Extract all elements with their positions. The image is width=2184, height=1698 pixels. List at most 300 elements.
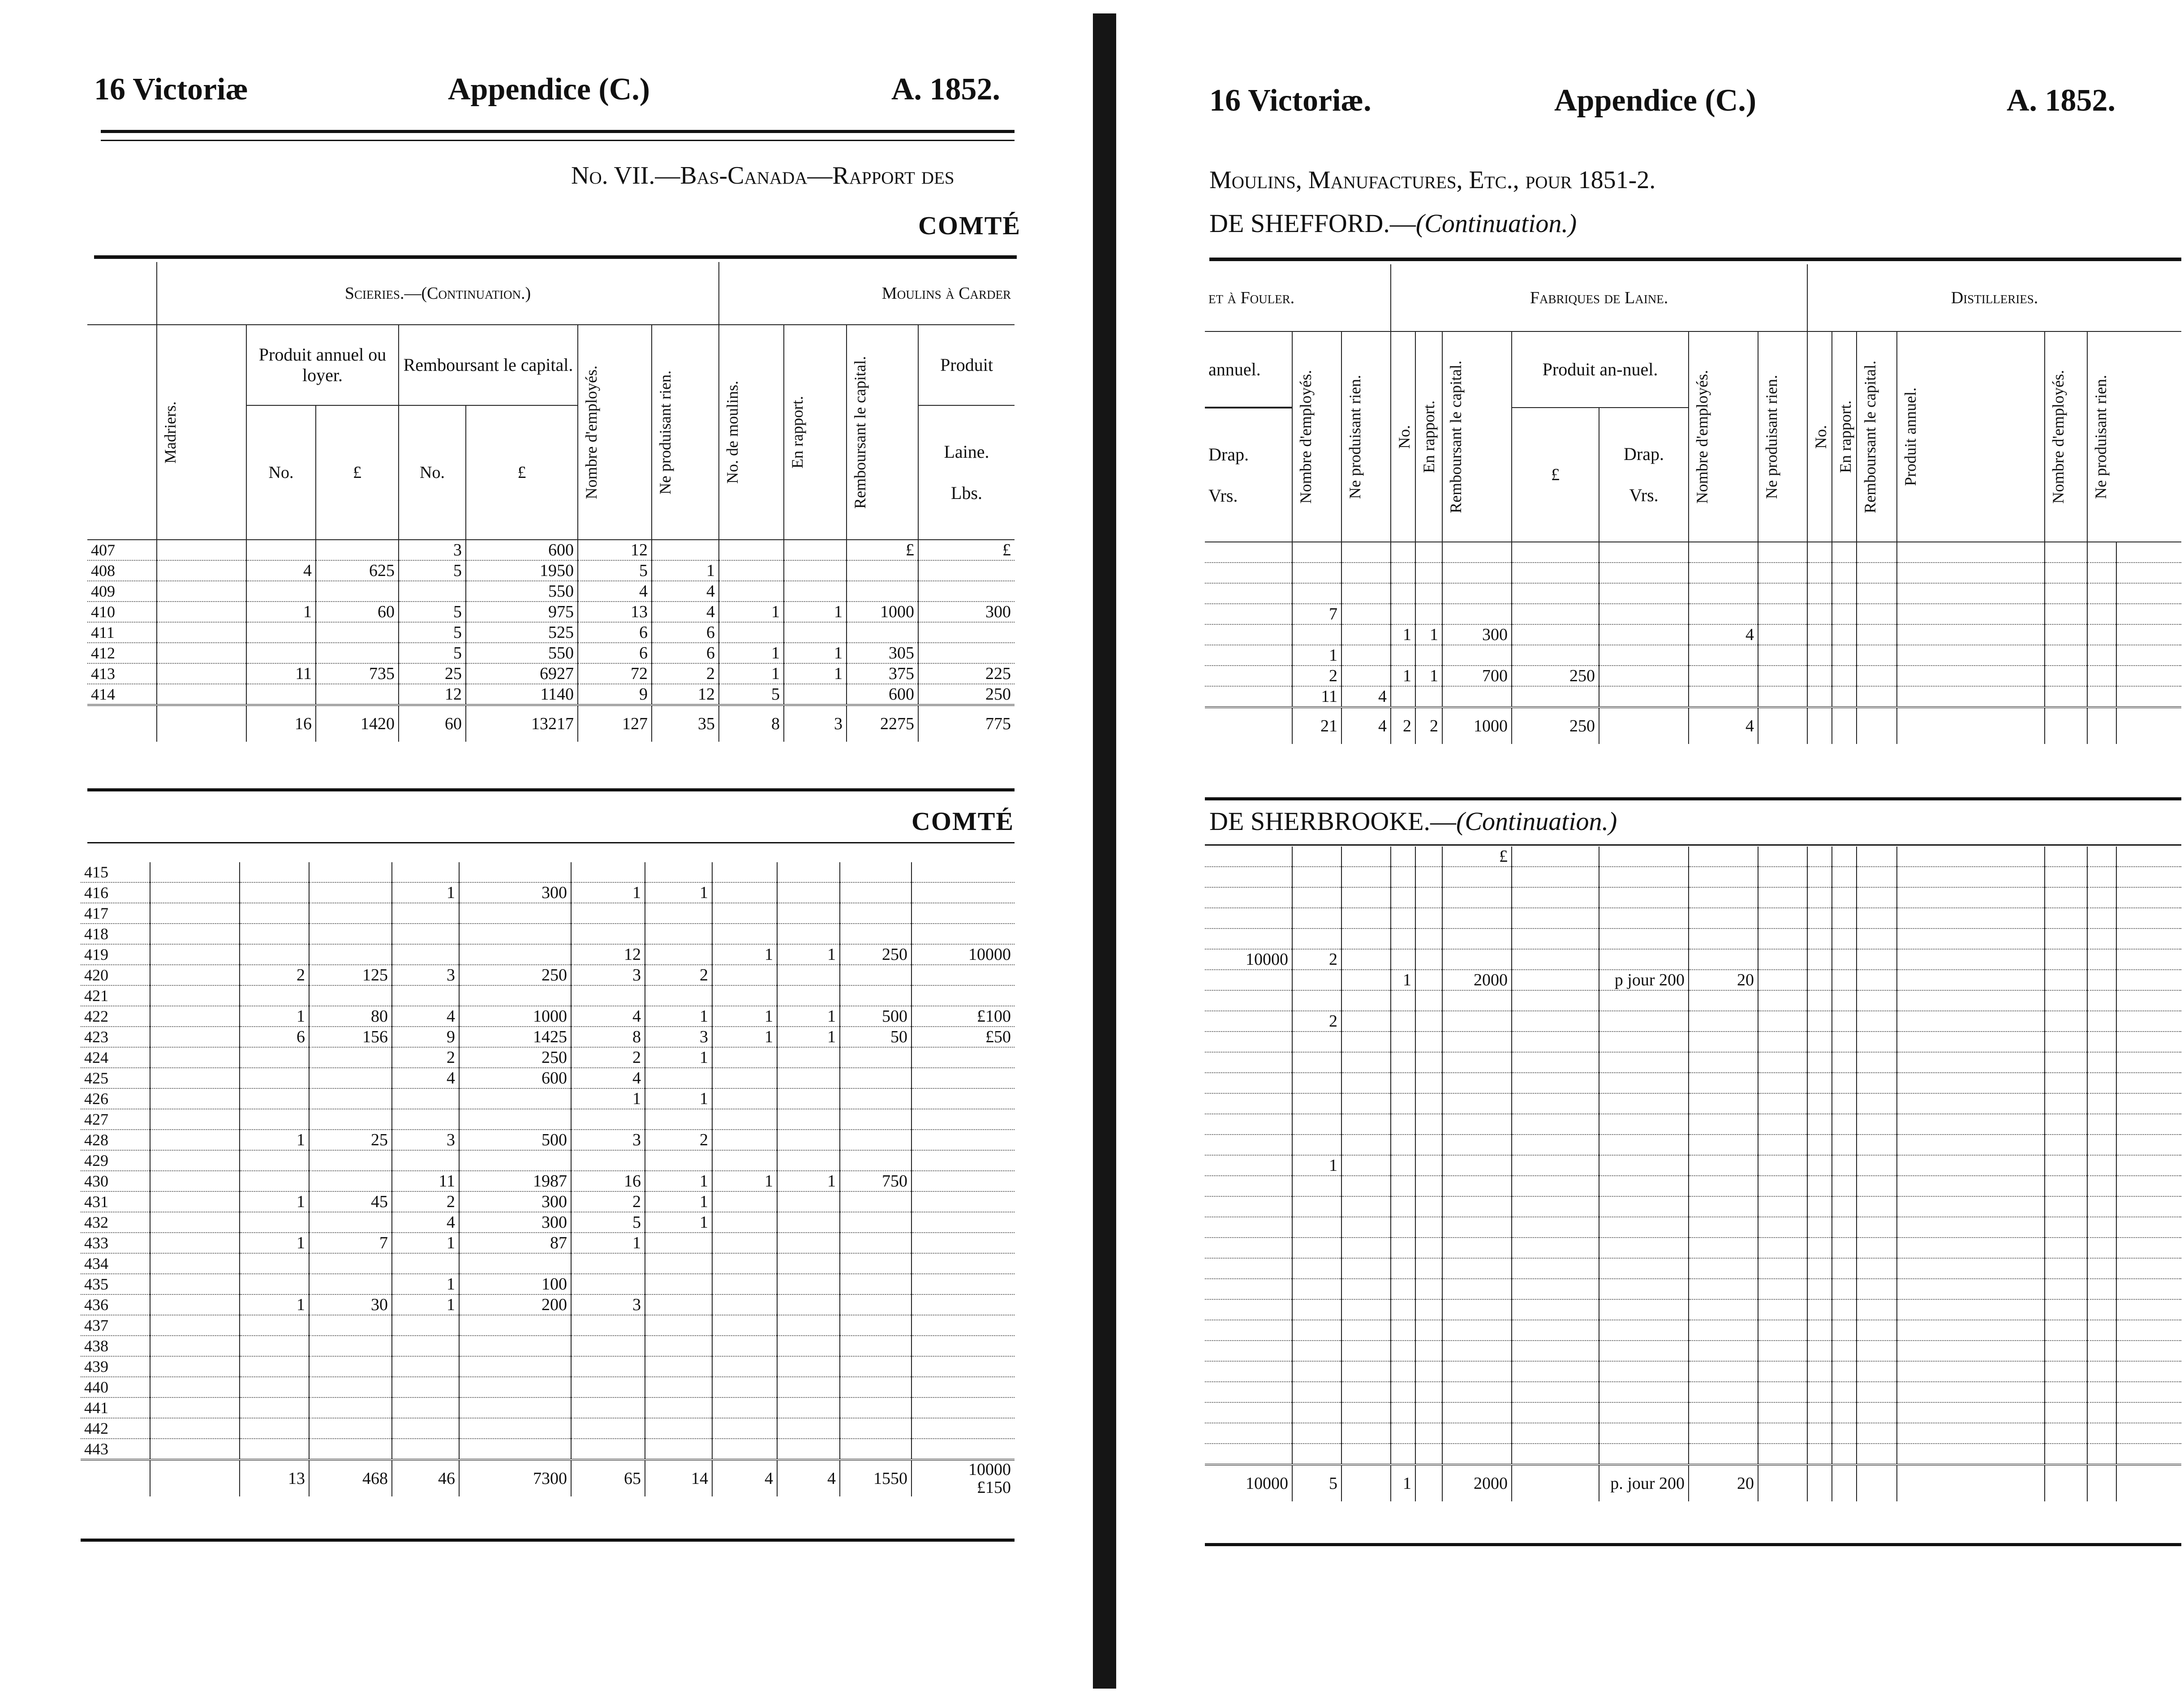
table-cell: [309, 1253, 392, 1274]
col-produit-annuel: Produit annuel ou loyer.: [258, 344, 387, 385]
table-cell: [1391, 1155, 1415, 1176]
table-row: [81, 1253, 1015, 1274]
left-header-rule: [101, 130, 1015, 133]
table-cell: [1205, 583, 1292, 604]
table-cell: [571, 1315, 645, 1336]
table-cell: [1292, 1196, 1341, 1217]
table-cell: [1341, 1341, 1391, 1361]
table-cell: [2087, 645, 2116, 666]
table-cell: [911, 1294, 1015, 1315]
col-annuel: annuel.: [1208, 359, 1261, 379]
table-cell: [1857, 1073, 1897, 1093]
table-cell: [2087, 1238, 2116, 1258]
col-r-remb-2: Remboursant le capital.: [1861, 360, 1879, 513]
table-cell: [1807, 1011, 1832, 1032]
total-cell: 1420: [316, 705, 399, 742]
table-cell: [1391, 1341, 1415, 1361]
left-header-year: A. 1852.: [891, 72, 1001, 107]
table-row: [1205, 1135, 2181, 1155]
total-cell: 7300: [459, 1460, 571, 1496]
table-cell: [1341, 1032, 1391, 1052]
table-cell: [1832, 1444, 1857, 1465]
total-cell: [1415, 1465, 1442, 1501]
table-cell: [1512, 1052, 1599, 1073]
table-cell: [1599, 1135, 1689, 1155]
table-cell: [1758, 1341, 1807, 1361]
row-number: 421: [81, 985, 150, 1006]
table-cell: [1832, 1114, 1857, 1135]
table-cell: [1857, 1444, 1897, 1465]
table-cell: [240, 944, 309, 965]
table-cell: [309, 1439, 392, 1460]
table-cell: [1415, 604, 1442, 624]
table-cell: [1857, 1135, 1897, 1155]
table-cell: [240, 1418, 309, 1439]
table-cell: [1292, 1258, 1341, 1279]
table-cell: 550: [466, 581, 578, 602]
table-cell: [1415, 1444, 1442, 1465]
table-cell: [1205, 1402, 1292, 1423]
table-cell: [1897, 1299, 2045, 1320]
table-cell: [2045, 1382, 2087, 1402]
total-cell: [1807, 707, 1832, 744]
table-cell: [840, 1439, 911, 1460]
table-cell: [1599, 604, 1689, 624]
table-row: [1205, 970, 2181, 990]
table-cell: [1897, 1423, 2045, 1444]
col-pound-2: £: [517, 463, 526, 482]
table-cell: [240, 903, 309, 924]
table-cell: [1857, 624, 1897, 645]
table-cell: [246, 684, 316, 705]
table-cell: £: [918, 540, 1015, 560]
table-row: [81, 1274, 1015, 1294]
table-cell: 2: [240, 965, 309, 985]
table-cell: £100: [911, 1006, 1015, 1027]
total-cell: [2087, 1465, 2116, 1501]
table-cell: [1512, 990, 1599, 1011]
table-cell: [1897, 970, 2045, 990]
table-cell: [2045, 1155, 2087, 1176]
table-cell: [1442, 1402, 1512, 1423]
table-cell: [712, 985, 777, 1006]
table-cell: [2116, 887, 2181, 908]
table-cell: 25: [309, 1130, 392, 1150]
table-cell: [1689, 1135, 1758, 1155]
table-cell: [1689, 1402, 1758, 1423]
table-cell: 1: [1292, 1155, 1341, 1176]
table-cell: [2045, 624, 2087, 645]
table-cell: [150, 1233, 240, 1253]
table-cell: [392, 862, 459, 882]
table-row: [81, 862, 1015, 882]
table-cell: [392, 1397, 459, 1418]
table-cell: [1512, 1238, 1599, 1258]
table-cell: [712, 1068, 777, 1088]
table-cell: [150, 965, 240, 985]
col-lbs: Lbs.: [951, 483, 983, 503]
table-cell: [1857, 604, 1897, 624]
table-cell: [1442, 908, 1512, 929]
total-row: [87, 705, 1015, 742]
table-cell: [1205, 1114, 1292, 1135]
table-cell: [719, 540, 784, 560]
table-cell: [1758, 1073, 1807, 1093]
table-cell: [1415, 1052, 1442, 1073]
table-cell: [1832, 970, 1857, 990]
table-cell: [240, 1068, 309, 1088]
table-cell: [1599, 847, 1689, 867]
table-cell: [911, 965, 1015, 985]
table-cell: [1442, 1073, 1512, 1093]
table-cell: [1807, 908, 1832, 929]
table-cell: [150, 1253, 240, 1274]
table-cell: [1341, 1258, 1391, 1279]
table-cell: [2116, 908, 2181, 929]
table-cell: [1599, 1402, 1689, 1423]
table-cell: [1758, 645, 1807, 666]
table-cell: [1807, 1238, 1832, 1258]
table-cell: [1832, 1238, 1857, 1258]
table-cell: [2116, 686, 2181, 707]
table-cell: [1832, 1423, 1857, 1444]
table-cell: [1391, 887, 1415, 908]
table-cell: [1292, 1361, 1341, 1382]
total-cell: 4: [1689, 707, 1758, 744]
table-row: [87, 622, 1015, 643]
table-cell: [1897, 1279, 2045, 1299]
table-cell: [246, 540, 316, 560]
table-cell: £: [847, 540, 918, 560]
table-cell: [1205, 1217, 1292, 1238]
total-cell: 1000: [1442, 707, 1512, 744]
table-cell: 4: [1689, 624, 1758, 645]
table-cell: 2: [645, 1130, 712, 1150]
table-cell: [2087, 1155, 2116, 1176]
table-cell: [1292, 542, 1341, 563]
table-cell: [1807, 1423, 1832, 1444]
table-cell: [1832, 1176, 1857, 1196]
table-cell: [1341, 1402, 1391, 1423]
table-cell: [1292, 990, 1341, 1011]
table-cell: [1205, 1341, 1292, 1361]
total-row: [1205, 707, 2181, 744]
table-cell: [1512, 542, 1599, 563]
table-cell: [784, 622, 847, 643]
table-cell: [645, 1109, 712, 1130]
table-cell: [1391, 1320, 1415, 1341]
table-cell: [1897, 1382, 2045, 1402]
right-report-title: Moulins, Manufactures, Etc., pour 1851-2.: [1209, 166, 1656, 194]
table-cell: [1689, 847, 1758, 867]
col-r-employes-2: Nombre d'employés.: [1693, 370, 1711, 504]
table-cell: [1758, 1238, 1807, 1258]
table-cell: [1512, 624, 1599, 645]
table-cell: 1: [645, 1191, 712, 1212]
table-cell: 1: [1415, 666, 1442, 686]
table-row: [1205, 542, 2181, 563]
table-cell: [2116, 1176, 2181, 1196]
table-cell: [1512, 686, 1599, 707]
table-cell: [1391, 1011, 1415, 1032]
table-cell: [2045, 949, 2087, 970]
table-cell: [1832, 887, 1857, 908]
table-cell: £: [1442, 847, 1512, 867]
col-r-employes: Nombre d'employés.: [1297, 370, 1315, 504]
table-cell: [240, 862, 309, 882]
col-employes: Nombre d'employés.: [582, 365, 600, 499]
table-cell: [1758, 1444, 1807, 1465]
table-cell: [150, 862, 240, 882]
total-cell: 4: [777, 1460, 840, 1496]
table-cell: [1689, 1238, 1758, 1258]
table-cell: 300: [459, 1212, 571, 1233]
table-cell: 1: [777, 944, 840, 965]
row-number: 408: [87, 560, 157, 581]
table-cell: 1: [240, 1294, 309, 1315]
table-cell: [1758, 970, 1807, 990]
table-cell: [1832, 1196, 1857, 1217]
table-cell: [777, 1377, 840, 1397]
table-cell: [1832, 1052, 1857, 1073]
table-cell: [1341, 624, 1391, 645]
table-row: [1205, 1258, 2181, 1279]
table-cell: [712, 1356, 777, 1377]
table-cell: 250: [1512, 666, 1599, 686]
table-cell: [2116, 645, 2181, 666]
col-vrs: Vrs.: [1208, 485, 1238, 506]
table-cell: [392, 1356, 459, 1377]
table-cell: [840, 1068, 911, 1088]
table-row: [81, 1068, 1015, 1088]
table-cell: [1832, 1299, 1857, 1320]
table-cell: [2116, 1011, 2181, 1032]
col-no-moulins: No. de moulins.: [723, 381, 742, 484]
table-cell: [1442, 1114, 1512, 1135]
table-cell: [1391, 1073, 1415, 1093]
table-cell: [1292, 1382, 1341, 1402]
table-cell: 4: [571, 1006, 645, 1027]
table-cell: [712, 1150, 777, 1171]
table-cell: [1205, 1382, 1292, 1402]
table-cell: [459, 1397, 571, 1418]
table-cell: [1442, 1011, 1512, 1032]
row-number: 419: [81, 944, 150, 965]
col-no-2: No.: [420, 463, 445, 482]
table-cell: [459, 903, 571, 924]
table-cell: 1: [712, 1171, 777, 1191]
total-cell: [1832, 1465, 1857, 1501]
table-cell: [840, 965, 911, 985]
table-cell: [777, 1274, 840, 1294]
table-cell: 1: [571, 1088, 645, 1109]
table-cell: [1857, 1258, 1897, 1279]
table-cell: 625: [316, 560, 399, 581]
table-row: [81, 1191, 1015, 1212]
row-number: 426: [81, 1088, 150, 1109]
table-cell: [1807, 1279, 1832, 1299]
table-cell: [1832, 1217, 1857, 1238]
table-cell: [1807, 970, 1832, 990]
row-number: 409: [87, 581, 157, 602]
table-row: [81, 1171, 1015, 1191]
table-cell: [1415, 1299, 1442, 1320]
table-cell: [1415, 887, 1442, 908]
table-cell: [1512, 1032, 1599, 1052]
table-cell: [1415, 645, 1442, 666]
table-cell: [911, 1130, 1015, 1150]
table-cell: [309, 1171, 392, 1191]
table-cell: [1512, 847, 1599, 867]
table-cell: [1689, 583, 1758, 604]
table-cell: [777, 1356, 840, 1377]
table-cell: [1832, 645, 1857, 666]
table-row: [1205, 1032, 2181, 1052]
table-cell: [1391, 1361, 1415, 1382]
table-cell: [1832, 1073, 1857, 1093]
table-cell: [1205, 1093, 1292, 1114]
table-cell: [157, 540, 246, 560]
table-cell: [246, 643, 316, 663]
table-cell: 1: [712, 1027, 777, 1047]
table-cell: [1415, 1361, 1442, 1382]
table-cell: [1857, 1114, 1897, 1135]
table-cell: [1689, 1073, 1758, 1093]
table-cell: [2087, 887, 2116, 908]
table-cell: [571, 985, 645, 1006]
table-cell: [1512, 583, 1599, 604]
table-cell: [1807, 847, 1832, 867]
table-cell: [150, 1191, 240, 1212]
table-cell: [2045, 1196, 2087, 1217]
table-cell: 1: [571, 1233, 645, 1253]
table-cell: [840, 1130, 911, 1150]
table-cell: [2087, 1299, 2116, 1320]
table-cell: [309, 924, 392, 944]
table-cell: [1205, 1444, 1292, 1465]
table-cell: [2087, 1402, 2116, 1423]
table-cell: [1391, 867, 1415, 887]
table-cell: [150, 1171, 240, 1191]
table-cell: [150, 924, 240, 944]
table-cell: [1512, 1361, 1599, 1382]
table-cell: [1512, 970, 1599, 990]
table-cell: [150, 985, 240, 1006]
table-cell: [2087, 1114, 2116, 1135]
table-cell: [309, 1212, 392, 1233]
table-cell: [1807, 624, 1832, 645]
left-table-1: [87, 262, 1015, 742]
table-cell: [1205, 1258, 1292, 1279]
table-cell: [911, 1418, 1015, 1439]
table-cell: [1689, 563, 1758, 583]
table-cell: [1599, 1279, 1689, 1299]
table-cell: [784, 560, 847, 581]
table-cell: [2045, 542, 2087, 563]
table-cell: [2045, 1073, 2087, 1093]
table-cell: 6: [578, 643, 652, 663]
table-cell: 1425: [459, 1027, 571, 1047]
table-cell: [246, 581, 316, 602]
table-cell: [645, 1377, 712, 1397]
table-cell: [1599, 908, 1689, 929]
table-cell: [1689, 1320, 1758, 1341]
group-distilleries: Distilleries.: [1951, 288, 2038, 307]
table-cell: [2116, 867, 2181, 887]
table-cell: [1391, 908, 1415, 929]
table-cell: [1832, 1279, 1857, 1299]
table-cell: [777, 1212, 840, 1233]
table-cell: [840, 1274, 911, 1294]
table-cell: [1807, 1402, 1832, 1423]
table-cell: [1341, 563, 1391, 583]
table-cell: [459, 1418, 571, 1439]
table-cell: [1758, 604, 1807, 624]
table-cell: [1415, 1032, 1442, 1052]
total-cell: [2045, 707, 2087, 744]
table-row: [1205, 847, 2181, 867]
table-cell: [2045, 666, 2087, 686]
table-cell: [571, 1150, 645, 1171]
table-cell: [1442, 1382, 1512, 1402]
table-cell: [392, 985, 459, 1006]
table-cell: [1512, 604, 1599, 624]
table-cell: [1512, 1341, 1599, 1361]
row-number: 410: [87, 602, 157, 622]
table-cell: [712, 1377, 777, 1397]
table-cell: [1897, 563, 2045, 583]
table-cell: [150, 1336, 240, 1356]
table-cell: [1341, 1176, 1391, 1196]
row-number: 414: [87, 684, 157, 705]
table-cell: [1857, 1011, 1897, 1032]
table-cell: [1807, 887, 1832, 908]
table-cell: [1442, 645, 1512, 666]
table-cell: 1: [645, 882, 712, 903]
table-cell: [1758, 908, 1807, 929]
table-cell: [1512, 908, 1599, 929]
table-cell: [2116, 929, 2181, 949]
total-cell: 3: [784, 705, 847, 742]
table-cell: [1341, 1073, 1391, 1093]
table-cell: [2045, 990, 2087, 1011]
table-cell: [1442, 686, 1512, 707]
table-cell: 1: [571, 882, 645, 903]
col-r-produit-annuel: Produit annuel.: [1901, 387, 1920, 486]
table-row: [87, 663, 1015, 684]
table-cell: 1: [392, 1274, 459, 1294]
table-cell: [1205, 542, 1292, 563]
table-cell: 9: [578, 684, 652, 705]
table-cell: [571, 924, 645, 944]
table-cell: [1832, 929, 1857, 949]
table-cell: [1758, 1361, 1807, 1382]
col-rien: Ne produisant rien.: [656, 370, 674, 494]
total-cell: 10000: [1205, 1465, 1292, 1501]
table-cell: [2087, 1320, 2116, 1341]
table-cell: [2045, 970, 2087, 990]
table-cell: 1: [1391, 970, 1415, 990]
table-cell: [1807, 686, 1832, 707]
table-cell: [2045, 1135, 2087, 1155]
table-cell: [1832, 1361, 1857, 1382]
table-cell: [1442, 1196, 1512, 1217]
table-cell: [1599, 1093, 1689, 1114]
table-cell: [1689, 990, 1758, 1011]
table-cell: [1341, 1011, 1391, 1032]
table-cell: [777, 1047, 840, 1068]
table-cell: [1415, 1093, 1442, 1114]
